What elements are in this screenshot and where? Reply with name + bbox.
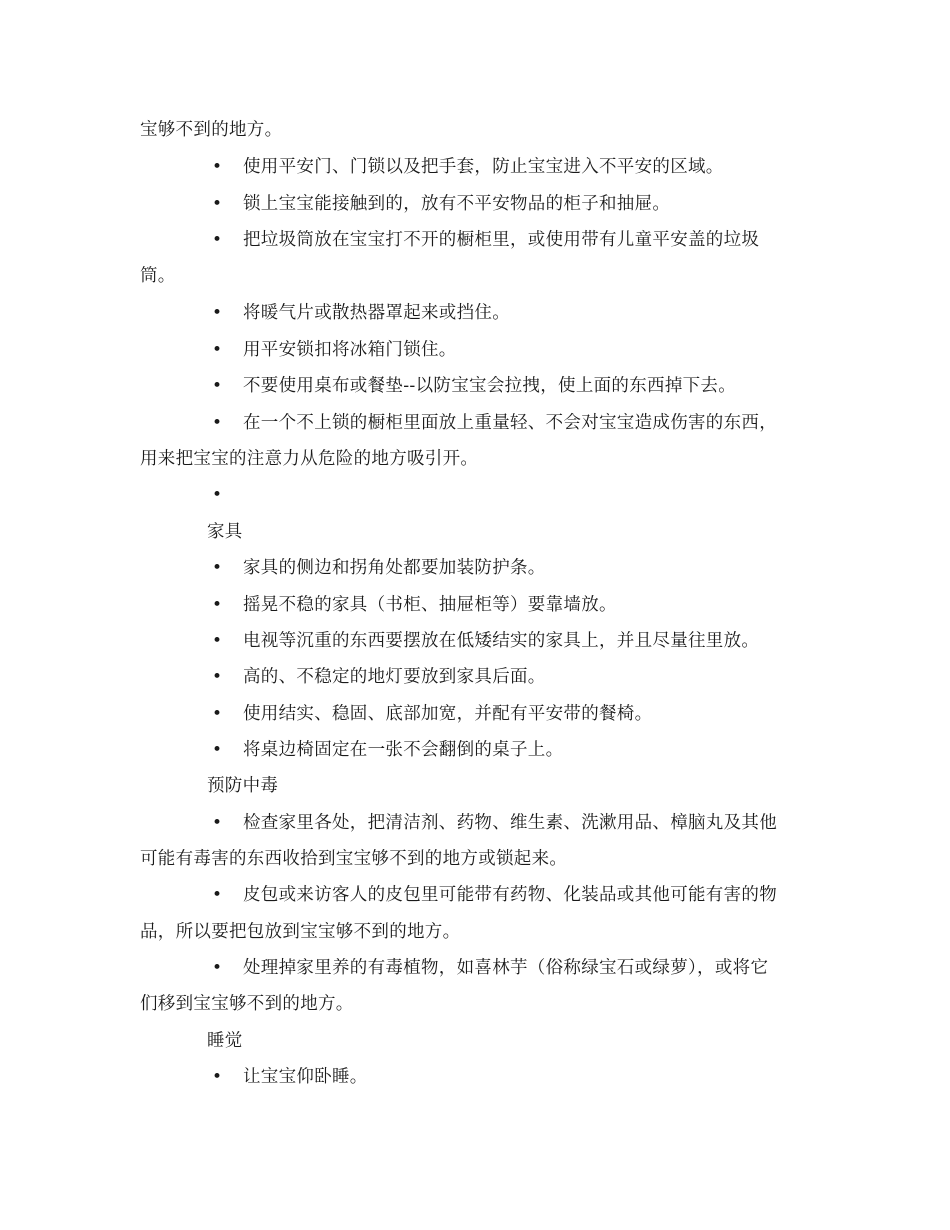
list-item-text: 将暖气片或散热器罩起来或挡住。 bbox=[243, 303, 510, 323]
list-item-text: 锁上宝宝能接触到的，放有不平安物品的柜子和抽屉。 bbox=[243, 194, 671, 214]
section-heading-poison: 预防中毒 bbox=[207, 776, 279, 796]
bullet-icon: • bbox=[212, 376, 223, 396]
bullet-icon: • bbox=[212, 958, 223, 978]
bullet-icon: • bbox=[212, 595, 223, 615]
list-item-text: 检查家里各处，把清洁剂、药物、维生素、洗漱用品、樟脑丸及其他 bbox=[243, 813, 777, 833]
bullet-icon: • bbox=[212, 413, 223, 433]
list-item-text-continued: 可能有毒害的东西收拾到宝宝够不到的地方或锁起来。 bbox=[140, 849, 568, 869]
list-item-text: 家具的侧边和拐角处都要加装防护条。 bbox=[243, 558, 546, 578]
intro-tail-text: 宝够不到的地方。 bbox=[140, 120, 283, 140]
list-item-text-continued: 筒。 bbox=[140, 266, 176, 286]
section-heading-furniture: 家具 bbox=[207, 522, 243, 542]
list-item-text-continued: 们移到宝宝够不到的地方。 bbox=[140, 994, 354, 1014]
bullet-icon: • bbox=[212, 157, 223, 177]
list-item-text: 不要使用桌布或餐垫--以防宝宝会拉拽，使上面的东西掉下去。 bbox=[243, 376, 737, 396]
bullet-icon: • bbox=[212, 740, 223, 760]
list-item-text-continued: 用来把宝宝的注意力从危险的地方吸引开。 bbox=[140, 449, 479, 469]
bullet-icon: • bbox=[212, 485, 223, 505]
list-item-text-continued: 品，所以要把包放到宝宝够不到的地方。 bbox=[140, 922, 461, 942]
bullet-icon: • bbox=[212, 194, 223, 214]
bullet-icon: • bbox=[212, 667, 223, 687]
bullet-icon: • bbox=[212, 230, 223, 250]
list-item-text: 把垃圾筒放在宝宝打不开的橱柜里，或使用带有儿童平安盖的垃圾 bbox=[243, 230, 760, 250]
bullet-icon: • bbox=[212, 813, 223, 833]
list-item-text: 让宝宝仰卧睡。 bbox=[243, 1067, 368, 1087]
list-item-text: 将桌边椅固定在一张不会翻倒的桌子上。 bbox=[243, 740, 564, 760]
bullet-icon: • bbox=[212, 704, 223, 724]
section-heading-sleep: 睡觉 bbox=[207, 1031, 243, 1051]
bullet-icon: • bbox=[212, 885, 223, 905]
bullet-icon: • bbox=[212, 558, 223, 578]
bullet-icon: • bbox=[212, 303, 223, 323]
bullet-icon: • bbox=[212, 631, 223, 651]
list-item-text: 电视等沉重的东西要摆放在低矮结实的家具上，并且尽量往里放。 bbox=[243, 631, 760, 651]
bullet-icon: • bbox=[212, 1067, 223, 1087]
list-item-text: 处理掉家里养的有毒植物，如喜林芋（俗称绿宝石或绿萝），或将它 bbox=[243, 958, 769, 978]
list-item-text: 摇晃不稳的家具（书柜、抽屉柜等）要靠墙放。 bbox=[243, 595, 617, 615]
list-item-text: 用平安锁扣将冰箱门锁住。 bbox=[243, 340, 457, 360]
list-item-text: 皮包或来访客人的皮包里可能带有药物、化装品或其他可能有害的物 bbox=[243, 885, 777, 905]
bullet-icon: • bbox=[212, 340, 223, 360]
list-item-text: 使用平安门、门锁以及把手套，防止宝宝进入不平安的区域。 bbox=[243, 157, 724, 177]
list-item-text: 高的、不稳定的地灯要放到家具后面。 bbox=[243, 667, 546, 687]
list-item-text: 在一个不上锁的橱柜里面放上重量轻、不会对宝宝造成伤害的东西， bbox=[243, 413, 777, 433]
list-item-text: 使用结实、稳固、底部加宽，并配有平安带的餐椅。 bbox=[243, 704, 653, 724]
